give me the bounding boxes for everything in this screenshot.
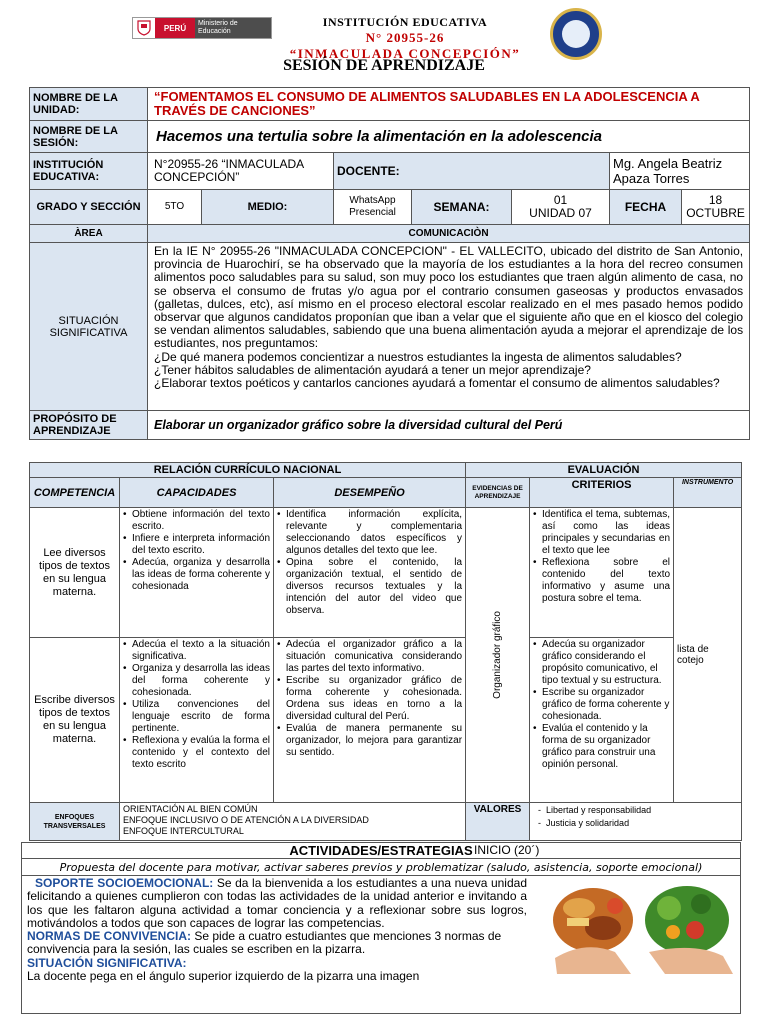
criteria-item: • Identifica el tema, subtemas, así como las ideas principales y secundarias en el texto que lee [533, 509, 670, 557]
situation-label: SITUACIÓN SIGNIFICATIVA [30, 243, 148, 411]
approaches-label: ENFOQUES TRANSVERSALES [30, 803, 120, 841]
institution-line-2: N° 20955-26 [365, 30, 445, 45]
session-info-table [29, 87, 750, 440]
junk-food-icon [553, 888, 633, 974]
performance-2 [274, 638, 466, 803]
unit-label: NOMBRE DE LA UNIDAD: [30, 88, 148, 121]
grade-value: 5TO [148, 190, 202, 225]
week-unit: UNIDAD 07 [529, 206, 592, 220]
date-month: OCTUBRE [686, 206, 745, 220]
support-paragraph [27, 877, 527, 930]
situation-question-3: ¿Elaborar textos poéticos y cantarlos canciones ayudará a fomentar el consumo de alimentos saludables? [154, 376, 720, 391]
week-value [512, 190, 610, 225]
logo-country: PERÚ [155, 18, 195, 38]
peru-shield-icon [133, 18, 155, 38]
performance-1 [274, 508, 466, 638]
col-competence: COMPETENCIA [30, 478, 120, 508]
capacity-item: • Infiere e interpreta información del texto escrito. [123, 533, 270, 557]
situation-activity-text: La docente pega en el ángulo superior izquierdo de la pizarra una imagen [27, 969, 420, 984]
capacity-item: • Organiza y desarrolla las ideas del forma coherente y cohesionada. [123, 663, 270, 699]
col-criteria: CRITERIOS [530, 478, 674, 508]
teacher-value: Mg. Angela Beatriz Apaza Torres [610, 153, 750, 190]
unit-value: “FOMENTAMOS EL CONSUMO DE ALIMENTOS SALUDABLES EN LA ADOLESCENCIA A TRAVÉS DE CANCIONES” [148, 88, 750, 121]
institution-line-3: “INMACULADA CONCEPCIÓN” [289, 46, 521, 61]
purpose-value: Elaborar un organizador gráfico sobre la diversidad cultural del Perú [148, 411, 750, 440]
capacities-1 [120, 508, 274, 638]
purpose-label: PROPÓSITO DE APRENDIZAJE [30, 411, 148, 440]
instrument-value: lista de cotejo [677, 644, 709, 666]
week-label: SEMANA: [412, 190, 512, 225]
week-number: 01 [553, 193, 568, 207]
value-item: - Libertad y responsabilidad [538, 805, 652, 815]
norms-paragraph [27, 930, 527, 957]
date-label: FECHA [610, 190, 682, 225]
capacity-item: • Adecúa el texto a la situación significativa. [123, 639, 270, 663]
performance-item: • Opina sobre el contenido, la organización textual, el sentido de diversos recursos textuales y la intención del autor del video que observa. [277, 557, 462, 617]
area-value: COMUNICACIÒN [148, 225, 750, 243]
medium-label: MEDIO: [202, 190, 334, 225]
norms-label: NORMAS DE CONVIVENCIA: [27, 929, 192, 944]
performance-item: • Evalúa de manera permanente su organizador, lo mejora para garantizar su sentido. [277, 723, 462, 759]
institution-line-1: INSTITUCIÓN EDUCATIVA [322, 15, 488, 29]
institution-label: INSTITUCIÓN EDUCATIVA: [30, 153, 148, 190]
support-text: Se da la bienvenida a los estudiantes a una nueva unidad felicitando a quienes cumplieron con todas las actividades de la unidad anterior e invitando a los que les faltaron alguna actividad a tomar conciencia y a reflexionar sobre sus logros, motivándolos a todos que son capaces de lograr las competencias. [27, 876, 527, 930]
approach-item: ENFOQUE INCLUSIVO O DE ATENCIÓN A LA DIVERSIDAD [123, 815, 369, 825]
institution-heading [260, 15, 550, 62]
performance-item: • Escribe su organizador gráfico de forma coherente y cohesionada. Ordena sus ideas en torno a la diversidad cultural del Perú. [277, 675, 462, 723]
minedu-logo [132, 17, 272, 39]
support-label: SOPORTE SOCIOEMOCIONAL: [35, 876, 214, 890]
activities-header [22, 843, 740, 859]
approach-item: ENFOQUE INTERCULTURAL [123, 826, 244, 836]
performance-item: • Identifica información explícita, relevante y complementaria seleccionando datos específicos y algunos detalles del texto que lee. [277, 509, 462, 557]
school-seal-icon [550, 8, 602, 60]
relation-header: RELACIÓN CURRÍCULO NACIONAL [30, 463, 466, 478]
criteria-item: • Adecúa su organizador gráfico considerando el propósito comunicativo, el tipo textual y su estructura. [533, 639, 670, 687]
teacher-label: DOCENTE: [334, 153, 610, 190]
capacity-item: • Utiliza convenciones del lenguaje escrito de forma pertinente. [123, 699, 270, 735]
session-label: NOMBRE DE LA SESIÓN: [30, 121, 148, 153]
situation-question-1: ¿De qué manera podemos concientizar a nuestros estudiantes la ingesta de alimentos saludables? [154, 349, 682, 364]
capacity-item: • Reflexiona y evalúa la forma el contenido y el contexto del texto escrito [123, 735, 270, 771]
date-day: 18 [708, 193, 723, 207]
evidence-cell [466, 508, 530, 803]
competence-2: Escribe diversos tipos de textos en su lengua materna. [30, 638, 120, 803]
situation-text-cell [148, 243, 750, 411]
col-capacities: CAPACIDADES [120, 478, 274, 508]
values-label: VALORES [466, 803, 530, 841]
evidence-value: Organizador gráfico [492, 611, 504, 699]
curriculum-table [29, 462, 742, 841]
page-title: SESIÓN DE APRENDIZAJE [283, 57, 485, 74]
activities-body [27, 877, 527, 983]
situation-heading: SITUACIÓN SIGNIFICATIVA: [27, 955, 187, 970]
capacity-item: • Obtiene información del texto escrito. [123, 509, 270, 533]
values-cell [530, 803, 742, 841]
criteria-item: • Escribe su organizador gráfico de forma coherente y cohesionada. [533, 687, 670, 723]
page-header [0, 0, 768, 85]
capacity-item: • Adecúa, organiza y desarrolla las ideas de forma coherente y cohesionada [123, 557, 270, 593]
criteria-item: • Reflexiona sobre el contenido del texto informativo y asume una postura sobre el tema. [533, 557, 670, 605]
area-label: ÀREA [30, 225, 148, 243]
logo-ministry: Ministerio de Educación [195, 18, 271, 38]
criteria-2 [530, 638, 674, 803]
situation-question-2: ¿Tener hábitos saludables de alimentación ayudará a tener un mejor aprendizaje? [154, 362, 591, 377]
col-evidence: EVIDENCIAS DE APRENDIZAJE [466, 478, 530, 508]
situation-text: En la IE N° 20955-26 "INMACULADA CONCEPCION" - EL VALLECITO, ubicado del distrito de San Antonio, provincia de Huarochirí, se ha observado que la mayoría de los estudiantes a la hora del recreo consumen alimentos poco saludables para su salud, son muy poco los estudiantes que traen algún alimento de casa, no se observa el consumo de frutas y/o agua por el contrario consumen gaseosas y productos envasados (galletas, dulces, etc), así mismo en el proceso electoral escolar realizado en el mes pasado hemos podido observar que algunos candidatos proponían que iban a velar que el siguiente año que en el kiosco del colegio se vendan alimentos saludables, sabiendo que una buena alimentación ayuda a mejorar el aprendizaje de los estudiantes, nos preguntamos: [154, 244, 744, 351]
criteria-1 [530, 508, 674, 638]
approaches-cell [120, 803, 466, 841]
grade-label: GRADO Y SECCIÓN [30, 190, 148, 225]
col-performance: DESEMPEÑO [274, 478, 466, 508]
date-value [682, 190, 750, 225]
medium-value: WhatsApp Presencial [334, 190, 412, 225]
activities-proposal: Propuesta del docente para motivar, activar saberes previos y problematizar (saludo, asistencia, soporte emocional) [22, 859, 740, 876]
activities-start: INICIO (20´) [474, 843, 540, 857]
performance-item: • Adecúa el organizador gráfico a la situación comunicativa considerando las partes del texto informativo. [277, 639, 462, 675]
approach-item: ORIENTACIÓN AL BIEN COMÚN [123, 804, 258, 814]
session-value: Hacemos una tertulia sobre la alimentación en la adolescencia [148, 121, 750, 153]
norms-text: Se pide a cuatro estudiantes que menciones 3 normas de convivencia para la sesión, las cuales se escriben en la pizarra. [27, 929, 502, 957]
capacities-2 [120, 638, 274, 803]
evaluation-header: EVALUACIÓN [466, 463, 742, 478]
criteria-item: • Evalúa el contenido y la forma de su organizador gráfico para construir una opinión personal. [533, 723, 670, 771]
institution-value: N°20955-26 “INMACULADA CONCEPCIÓN” [148, 153, 334, 190]
col-instrument: INSTRUMENTO [674, 478, 742, 508]
activities-title: ACTIVIDADES/ESTRATEGIAS [289, 843, 473, 858]
healthy-food-icon [645, 886, 733, 974]
competence-1: Lee diversos tipos de textos en su lengua materna. [30, 508, 120, 638]
value-item: - Justicia y solidaridad [538, 818, 630, 828]
food-comparison-image [545, 878, 735, 980]
instrument-cell [674, 508, 742, 803]
